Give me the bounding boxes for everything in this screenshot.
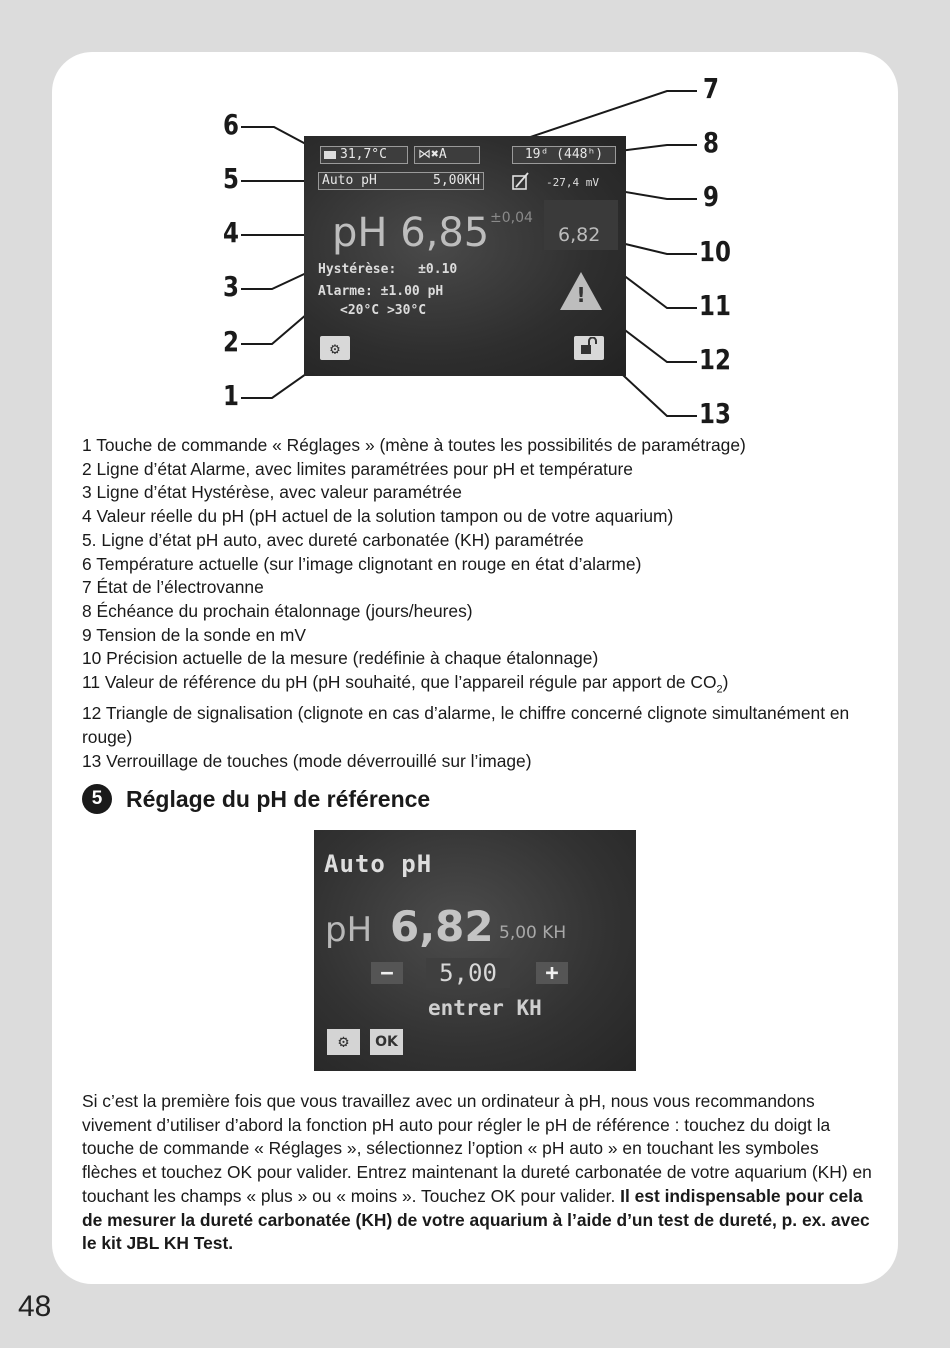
device-screen-auto-ph [314, 830, 636, 1071]
callout-9: 9 [703, 180, 719, 213]
temperature-bar [320, 146, 408, 164]
callout-12: 12 [699, 343, 731, 376]
measurement-precision: ±0,04 [490, 210, 533, 226]
ok-button[interactable]: OK [370, 1029, 403, 1055]
section-title: Réglage du pH de référence [126, 785, 431, 812]
page-number: 48 [18, 1290, 52, 1323]
callout-1: 1 [223, 379, 239, 412]
ph-reference-value: 6,82 [390, 902, 494, 951]
legend-item-9: 9 Tension de la sonde en mV [82, 624, 306, 645]
plus-button[interactable]: + [536, 962, 568, 984]
legend-item-7: 7 État de l’électrovanne [82, 577, 264, 598]
legend-item-11-text: 11 Valeur de référence du pH (pH souhaité, que l’appareil régule par apport de CO [82, 672, 717, 693]
alarm-line-1: Alarme: ±1.00 pH [318, 284, 444, 299]
alarm-line-2: <20°C >30°C [340, 303, 427, 318]
unlocked-padlock-icon [580, 337, 598, 359]
section-number-badge: 5 [82, 784, 112, 814]
ph-current-label: pH [332, 210, 388, 256]
callout-10: 10 [699, 235, 731, 268]
kh-value: 5,00KH [433, 173, 480, 188]
legend-item-13: 13 Verrouillage de touches (mode déverrouillé sur l’image) [82, 750, 532, 771]
callout-4: 4 [223, 216, 239, 249]
hysteresis-line [318, 262, 457, 277]
auto-ph-title: Auto pH [324, 850, 433, 878]
auto-ph-label: Auto pH [322, 173, 377, 188]
legend-item-12: 12 Triangle de signalisation (clignote en cas d’alarme, le chiffre concerné clignote simultanément en rouge) [82, 703, 850, 747]
co2-subscript: 2 [716, 683, 723, 696]
thermometer-icon [324, 151, 336, 159]
legend-item-4: 4 Valeur réelle du pH (pH actuel de la solution tampon ou de votre aquarium) [82, 506, 674, 527]
reference-ph-value: 6,82 [558, 224, 601, 246]
gears-icon: ⚙ [330, 338, 340, 358]
section-heading [82, 784, 430, 814]
solenoid-valve-icon: ⋈✖A [418, 147, 447, 162]
gears-icon: ⚙ [338, 1032, 349, 1052]
temperature-value: 31,7°C [340, 147, 387, 162]
callout-legend [82, 434, 872, 773]
warning-symbol: ! [576, 283, 586, 307]
settings-button[interactable] [320, 336, 350, 360]
minus-button[interactable]: − [371, 962, 403, 984]
legend-item-1: 1 Touche de commande « Réglages » (mène à toutes les possibilités de paramétrage) [82, 435, 746, 455]
device-screen-main [304, 136, 626, 376]
callout-8: 8 [703, 126, 719, 159]
ph-current-value: 6,85 [400, 210, 490, 256]
kh-input-field[interactable]: 5,00 [426, 958, 510, 988]
legend-item-11-suffix: ) [722, 672, 729, 693]
controller-diagram [0, 0, 950, 440]
enter-kh-hint: entrer KH [428, 996, 542, 1020]
probe-icon [512, 172, 530, 194]
legend-item-2: 2 Ligne d’état Alarme, avec limites paramétrées pour pH et température [82, 458, 633, 479]
legend-item-6: 6 Température actuelle (sur l’image clignotant en rouge en état d’alarme) [82, 553, 642, 574]
auto-ph-status-bar [318, 172, 484, 190]
body-normal-text: Si c’est la première fois que vous travaillez avec un ordinateur à pH, nous vous recommandons vivement d’utiliser d’abord la fonction pH auto pour régler le pH de référence : touchez du doigt la touche de commande « Réglages », sélectionnez l’option « pH auto » en touchant les symboles flèches et touchez OK pour valider. Entrez maintenant la dureté carbonatée de votre aquarium (KH) en touchant les champs « plus » ou « moins ». Touchez OK pour valider. [82, 1091, 872, 1206]
hysteresis-value: ±0.10 [418, 262, 458, 277]
callout-5: 5 [223, 162, 239, 195]
legend-item-3: 3 Ligne d’état Hystérèse, avec valeur paramétrée [82, 482, 462, 503]
callout-6: 6 [223, 108, 239, 141]
legend-item-8: 8 Échéance du prochain étalonnage (jours/heures) [82, 600, 473, 621]
calibration-due-bar [512, 146, 616, 164]
valve-status-bar [414, 146, 480, 164]
probe-voltage: -27,4 mV [546, 176, 599, 189]
settings-button[interactable] [327, 1029, 360, 1055]
callout-11: 11 [699, 289, 731, 322]
warning-triangle-icon [558, 270, 604, 316]
kh-current-value: 5,00 KH [499, 923, 567, 943]
legend-item-5: 5. Ligne d’état pH auto, avec dureté carbonatée (KH) paramétrée [82, 529, 584, 550]
ph-current [332, 210, 489, 256]
callout-7: 7 [703, 72, 719, 105]
ph-label: pH [325, 910, 373, 950]
key-lock-button[interactable] [574, 336, 604, 360]
hysteresis-label: Hystérèse: [318, 262, 397, 277]
calibration-due-value: 19ᵈ (448ʰ) [524, 147, 604, 162]
callout-3: 3 [223, 270, 239, 303]
reference-ph-box [544, 200, 618, 250]
callout-13: 13 [699, 397, 731, 430]
legend-item-11 [82, 671, 872, 702]
legend-item-10: 10 Précision actuelle de la mesure (redéfinie à chaque étalonnage) [82, 648, 599, 669]
body-bold-text: Il est indispensable pour cela de mesurer la dureté carbonatée (KH) de votre aquarium à l’aide d’un test de dureté, p. ex. avec le kit JBL KH Test. [82, 1185, 870, 1254]
body-paragraph [82, 1090, 872, 1256]
callout-2: 2 [223, 325, 239, 358]
